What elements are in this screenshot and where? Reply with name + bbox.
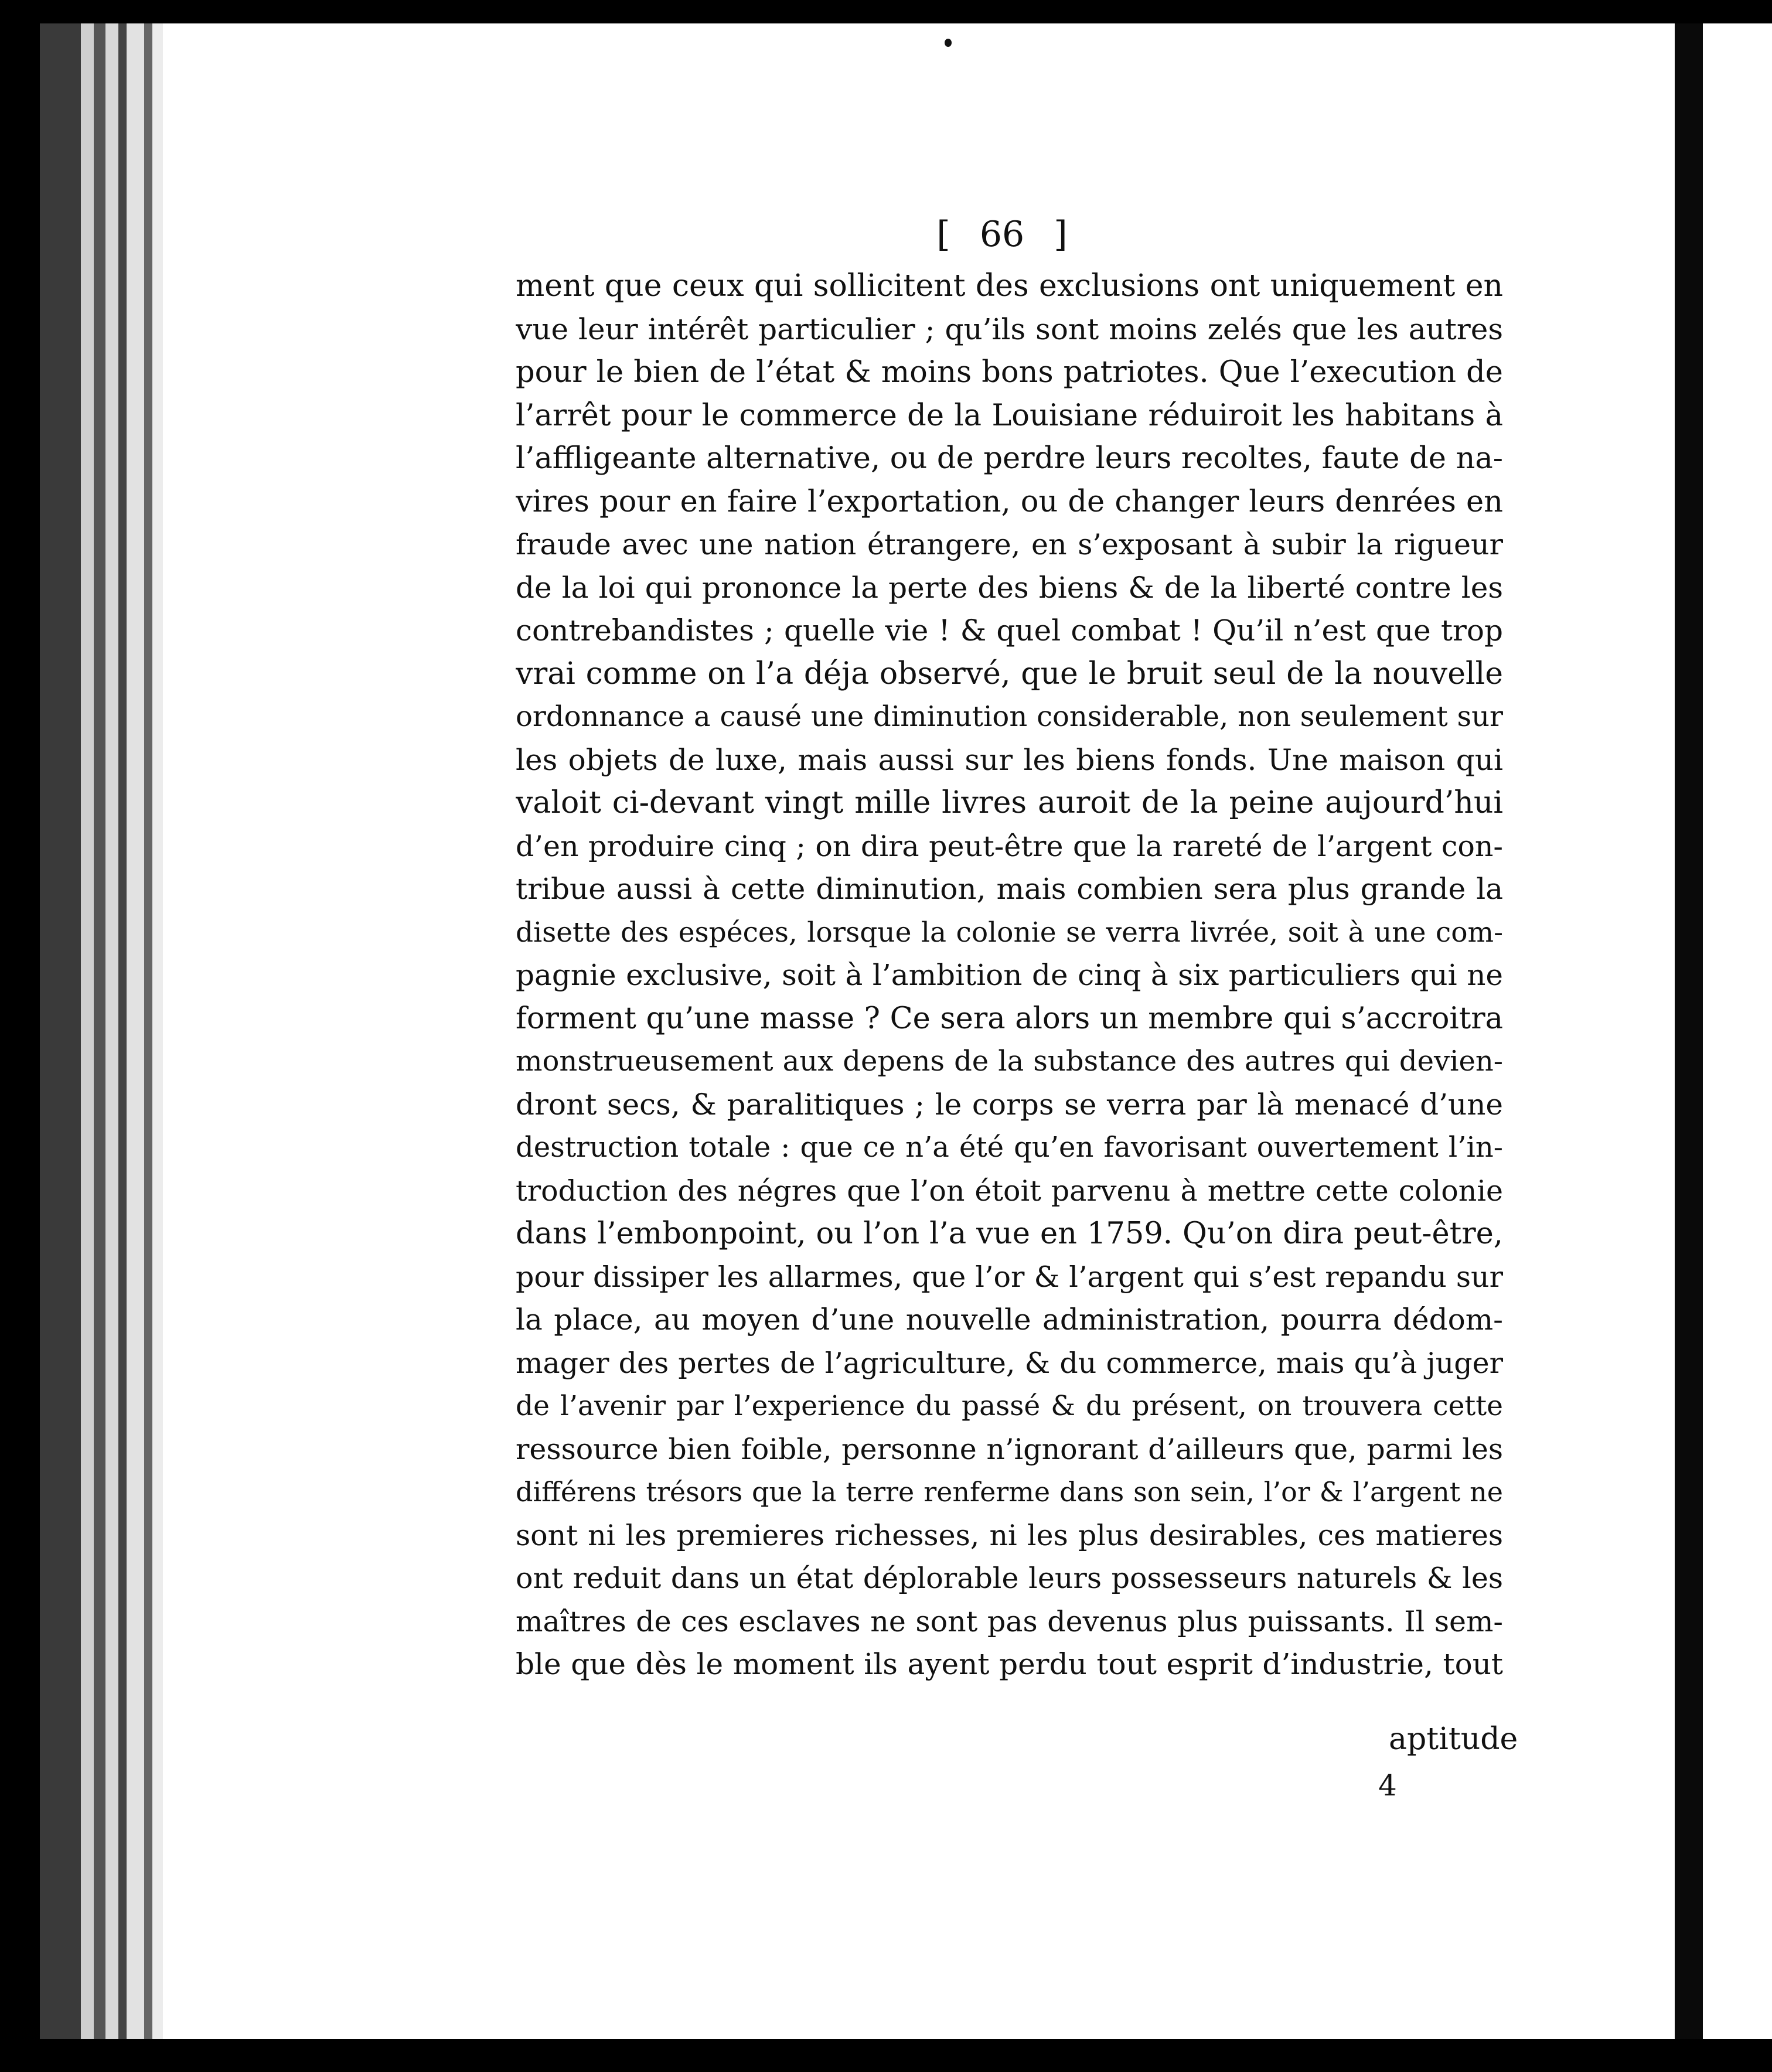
- text-line: l’arrêt pour le commerce de la Louisiane réduiroit les habitans à: [516, 398, 1503, 433]
- page-edge: [118, 23, 127, 2039]
- text-line: valoit ci-devant vingt mille livres auroit de la peine aujourd’hui: [516, 785, 1503, 820]
- text-line: les objets de luxe, mais aussi sur les biens fonds. Une maison qui: [516, 742, 1503, 777]
- text-line: de la loi qui prononce la perte des biens & de la liberté contre les: [516, 570, 1503, 605]
- text-line: mager des pertes de l’agriculture, & du commerce, mais qu’à juger: [516, 1346, 1503, 1380]
- header-close-bracket: ]: [1054, 214, 1068, 255]
- text-line: vires pour en faire l’exportation, ou de changer leurs denrées en: [516, 484, 1503, 519]
- page-edge: [144, 23, 152, 2039]
- text-line: dans l’embonpoint, ou l’on l’a vue en 1759. Qu’on dira peut-être,: [516, 1216, 1503, 1251]
- text-line: dront secs, & paralitiques ; le corps se verra par là menacé d’une: [516, 1087, 1503, 1122]
- text-line: ressource bien foible, personne n’ignorant d’ailleurs que, parmi les: [516, 1432, 1503, 1466]
- page-edge: [81, 23, 94, 2039]
- text-line: forment qu’une masse ? Ce sera alors un membre qui s’accroitra: [516, 1001, 1503, 1036]
- page-edge: [105, 23, 118, 2039]
- page-edge: [152, 23, 163, 2039]
- text-line: tribue aussi à cette diminution, mais combien sera plus grande la: [516, 872, 1503, 906]
- facing-page: [1703, 23, 1772, 2039]
- text-line: la place, au moyen d’une nouvelle administration, pourra dédom-: [516, 1303, 1503, 1337]
- text-line: contrebandistes ; quelle vie ! & quel combat ! Qu’il n’est que trop: [516, 614, 1503, 648]
- text-line: pour dissiper les allarmes, que l’or & l’argent qui s’est repandu sur: [516, 1260, 1503, 1294]
- text-line: disette des espéces, lorsque la colonie se verra livrée, soit à une com-: [516, 916, 1503, 949]
- page-edge: [127, 23, 144, 2039]
- text-line: ont reduit dans un état déplorable leurs possesseurs naturels & les: [516, 1562, 1503, 1595]
- running-header: [926, 211, 1090, 258]
- text-line: maîtres de ces esclaves ne sont pas devenus plus puissants. Il sem-: [516, 1604, 1503, 1638]
- text-line: d’en produire cinq ; on dira peut-être que la rareté de l’argent con-: [516, 829, 1503, 863]
- page-edge: [40, 23, 81, 2039]
- header-open-bracket: [: [936, 214, 950, 255]
- text-line: ment que ceux qui sollicitent des exclusions ont uniquement en: [516, 268, 1503, 304]
- text-line: ordonnance a causé une diminution considerable, non seulement sur: [516, 700, 1503, 733]
- text-line: destruction totale : que ce n’a été qu’en favorisant ouvertement l’in-: [516, 1131, 1503, 1164]
- text-line: fraude avec une nation étrangere, en s’exposant à subir la rigueur: [516, 528, 1503, 561]
- text-line: de l’avenir par l’experience du passé & du présent, on trouvera cette: [516, 1390, 1503, 1422]
- text-line: vue leur intérêt particulier ; qu’ils sont moins zelés que les autres: [516, 312, 1503, 346]
- text-line: différens trésors que la terre renferme dans son sein, l’or & l’argent ne: [516, 1476, 1503, 1508]
- text-line: ble que dès le moment ils ayent perdu tout esprit d’industrie, tout: [516, 1647, 1503, 1681]
- text-line: vrai comme on l’a déja observé, que le bruit seul de la nouvelle: [516, 656, 1503, 691]
- catchword: aptitude: [1389, 1722, 1518, 1757]
- page-edge: [94, 23, 105, 2039]
- ink-speck: [945, 39, 952, 47]
- text-line: pagnie exclusive, soit à l’ambition de cinq à six particuliers qui ne: [516, 958, 1503, 992]
- text-line: pour le bien de l’état & moins bons patriotes. Que l’execution de: [516, 355, 1503, 390]
- text-line: monstrueusement aux depens de la substance des autres qui devien-: [516, 1045, 1503, 1078]
- signature-mark: 4: [1378, 1768, 1397, 1802]
- text-line: troduction des négres que l’on étoit parvenu à mettre cette colonie: [516, 1174, 1503, 1208]
- text-line: sont ni les premieres richesses, ni les plus desirables, ces matieres: [516, 1518, 1503, 1552]
- page-number: 66: [979, 214, 1025, 255]
- text-line: l’affligeante alternative, ou de perdre leurs recoltes, faute de na-: [516, 441, 1503, 476]
- body-text: [516, 265, 1503, 1686]
- book-spine: [1675, 23, 1703, 2039]
